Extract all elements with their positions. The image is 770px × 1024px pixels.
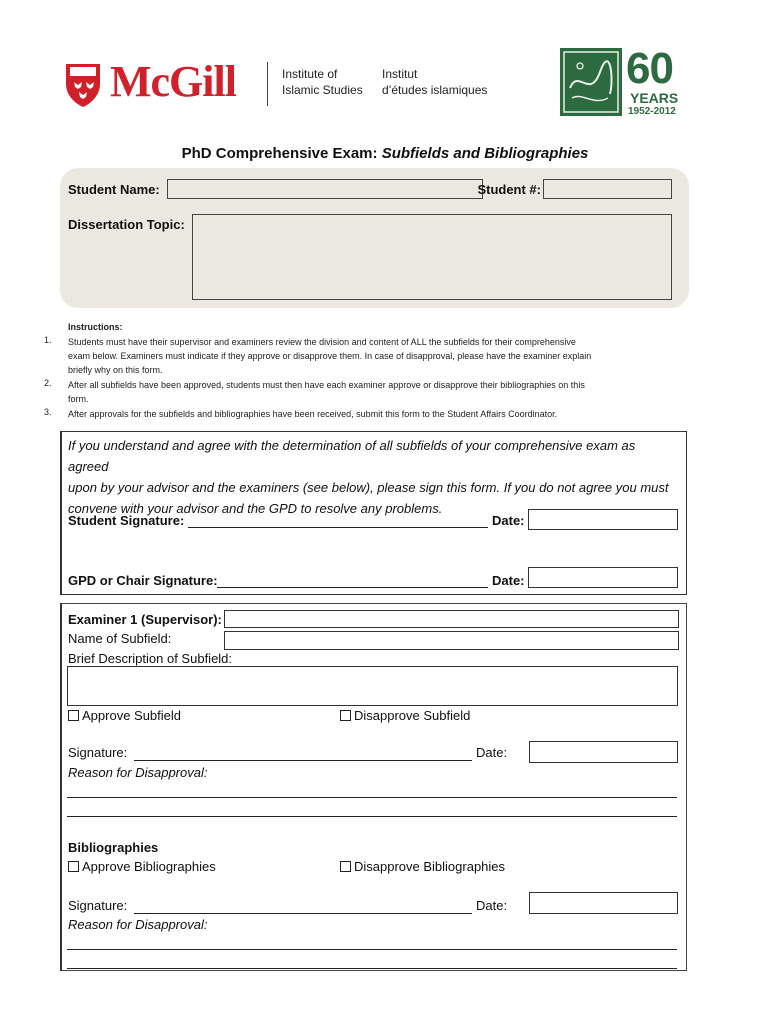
institute-fr-line2: d’études islamiques: [382, 83, 488, 97]
instruction-1-line3: briefly why on this form.: [68, 365, 163, 375]
title-main: PhD Comprehensive Exam:: [181, 145, 378, 162]
student-name-label: Student Name:: [68, 182, 160, 197]
instruction-1: [68, 335, 688, 377]
student-number-label: Student #:: [477, 182, 541, 197]
student-name-field[interactable]: [167, 179, 483, 199]
biblio-date-label: Date:: [476, 898, 508, 913]
instruction-2: [68, 378, 688, 406]
mcgill-wordmark: McGill: [110, 57, 236, 106]
institute-en-line2: Islamic Studies: [282, 83, 363, 97]
header-divider: [267, 62, 268, 106]
instruction-3-number: 3.: [44, 407, 52, 417]
instruction-1-number: 1.: [44, 335, 52, 345]
biblio-reason-line-2[interactable]: [67, 968, 677, 969]
examiner-heading: Examiner 1 (Supervisor):: [68, 612, 222, 627]
subfield-signature-label: Signature:: [68, 745, 128, 760]
anniversary-word: YEARS: [630, 90, 679, 106]
approve-bibliographies-label: Approve Bibliographies: [82, 859, 216, 874]
disapprove-subfield-checkbox[interactable]: [340, 710, 351, 721]
approve-subfield-checkbox[interactable]: [68, 710, 79, 721]
student-signature-line[interactable]: [188, 527, 488, 528]
subfield-date-field[interactable]: [529, 741, 678, 763]
subfield-description-label: Brief Description of Subfield:: [68, 651, 233, 666]
biblio-date-field[interactable]: [529, 892, 678, 914]
agreement-line2: upon by your advisor and the examiners (see below), please sign this form. If you do not agree you must: [68, 480, 669, 495]
biblio-signature-line[interactable]: [134, 913, 472, 914]
subfield-signature-line[interactable]: [134, 760, 472, 761]
subfield-name-label: Name of Subfield:: [68, 631, 172, 646]
page-title: [0, 145, 770, 162]
student-number-field[interactable]: [543, 179, 672, 199]
gpd-signature-label: GPD or Chair Signature:: [68, 573, 218, 588]
calligraphy-emblem: [560, 48, 622, 116]
instruction-2-line1: After all subfields have been approved, students must then have each examiner approve or disapprove their bibliographies on this: [68, 380, 585, 390]
subfield-date-label: Date:: [476, 745, 508, 760]
biblio-reason-line-1[interactable]: [67, 949, 677, 950]
institute-name-fr: [382, 66, 487, 98]
biblio-signature-label: Signature:: [68, 898, 128, 913]
institute-fr-line1: Institut: [382, 67, 418, 81]
instruction-2-line2: form.: [68, 394, 89, 404]
dissertation-topic-field[interactable]: [192, 214, 672, 300]
institute-en-line1: Institute of: [282, 67, 338, 81]
gpd-date-field[interactable]: [528, 567, 678, 588]
disapprove-bibliographies-option[interactable]: [340, 859, 505, 875]
bibliographies-heading: Bibliographies: [68, 840, 159, 855]
instruction-3: [68, 407, 688, 421]
subfield-reason-label: Reason for Disapproval:: [68, 765, 208, 780]
approve-subfield-label: Approve Subfield: [82, 708, 182, 723]
anniversary-range: 1952-2012: [628, 106, 676, 117]
agreement-line3: convene with your advisor and the GPD to resolve any problems.: [68, 501, 443, 516]
instruction-1-line2: exam below. Examiners must indicate if they approve or disapprove them. In case of disapproval, please have the examiner explain: [68, 351, 592, 361]
subfield-name-field[interactable]: [224, 631, 679, 650]
approve-subfield-option[interactable]: [68, 708, 181, 724]
dissertation-topic-label: Dissertation Topic:: [68, 217, 185, 232]
instruction-3-line1: After approvals for the subfields and bibliographies have been received, submit this form to the Student Affairs Coordinator.: [68, 409, 558, 419]
biblio-reason-label: Reason for Disapproval:: [68, 917, 208, 932]
subfield-reason-line-2[interactable]: [67, 816, 677, 817]
instruction-2-number: 2.: [44, 378, 52, 388]
anniversary-number: 60: [626, 44, 673, 93]
instruction-1-line1: Students must have their supervisor and examiners review the division and content of ALL the subfields for their comprehensive: [68, 337, 576, 347]
disapprove-bibliographies-label: Disapprove Bibliographies: [354, 859, 506, 874]
approve-bibliographies-option[interactable]: [68, 859, 216, 875]
approve-bibliographies-checkbox[interactable]: [68, 861, 79, 872]
subfield-description-field[interactable]: [67, 666, 678, 706]
instructions-heading: Instructions:: [68, 322, 123, 332]
disapprove-subfield-label: Disapprove Subfield: [354, 708, 471, 723]
mcgill-shield-logo: [64, 62, 102, 108]
student-date-label: Date:: [492, 513, 525, 528]
student-signature-label: Student Signature:: [68, 513, 185, 528]
title-sub: Subfields and Bibliographies: [381, 145, 589, 162]
examiner-name-field[interactable]: [224, 610, 679, 628]
agreement-line1: If you understand and agree with the determination of all subfields of your comprehensive exam as agreed: [68, 438, 636, 474]
disapprove-bibliographies-checkbox[interactable]: [340, 861, 351, 872]
student-date-field[interactable]: [528, 509, 678, 530]
agreement-text: [68, 435, 678, 519]
gpd-date-label: Date:: [492, 573, 525, 588]
gpd-signature-line[interactable]: [217, 587, 488, 588]
institute-name-en: [282, 66, 363, 98]
disapprove-subfield-option[interactable]: [340, 708, 470, 724]
subfield-reason-line-1[interactable]: [67, 797, 677, 798]
